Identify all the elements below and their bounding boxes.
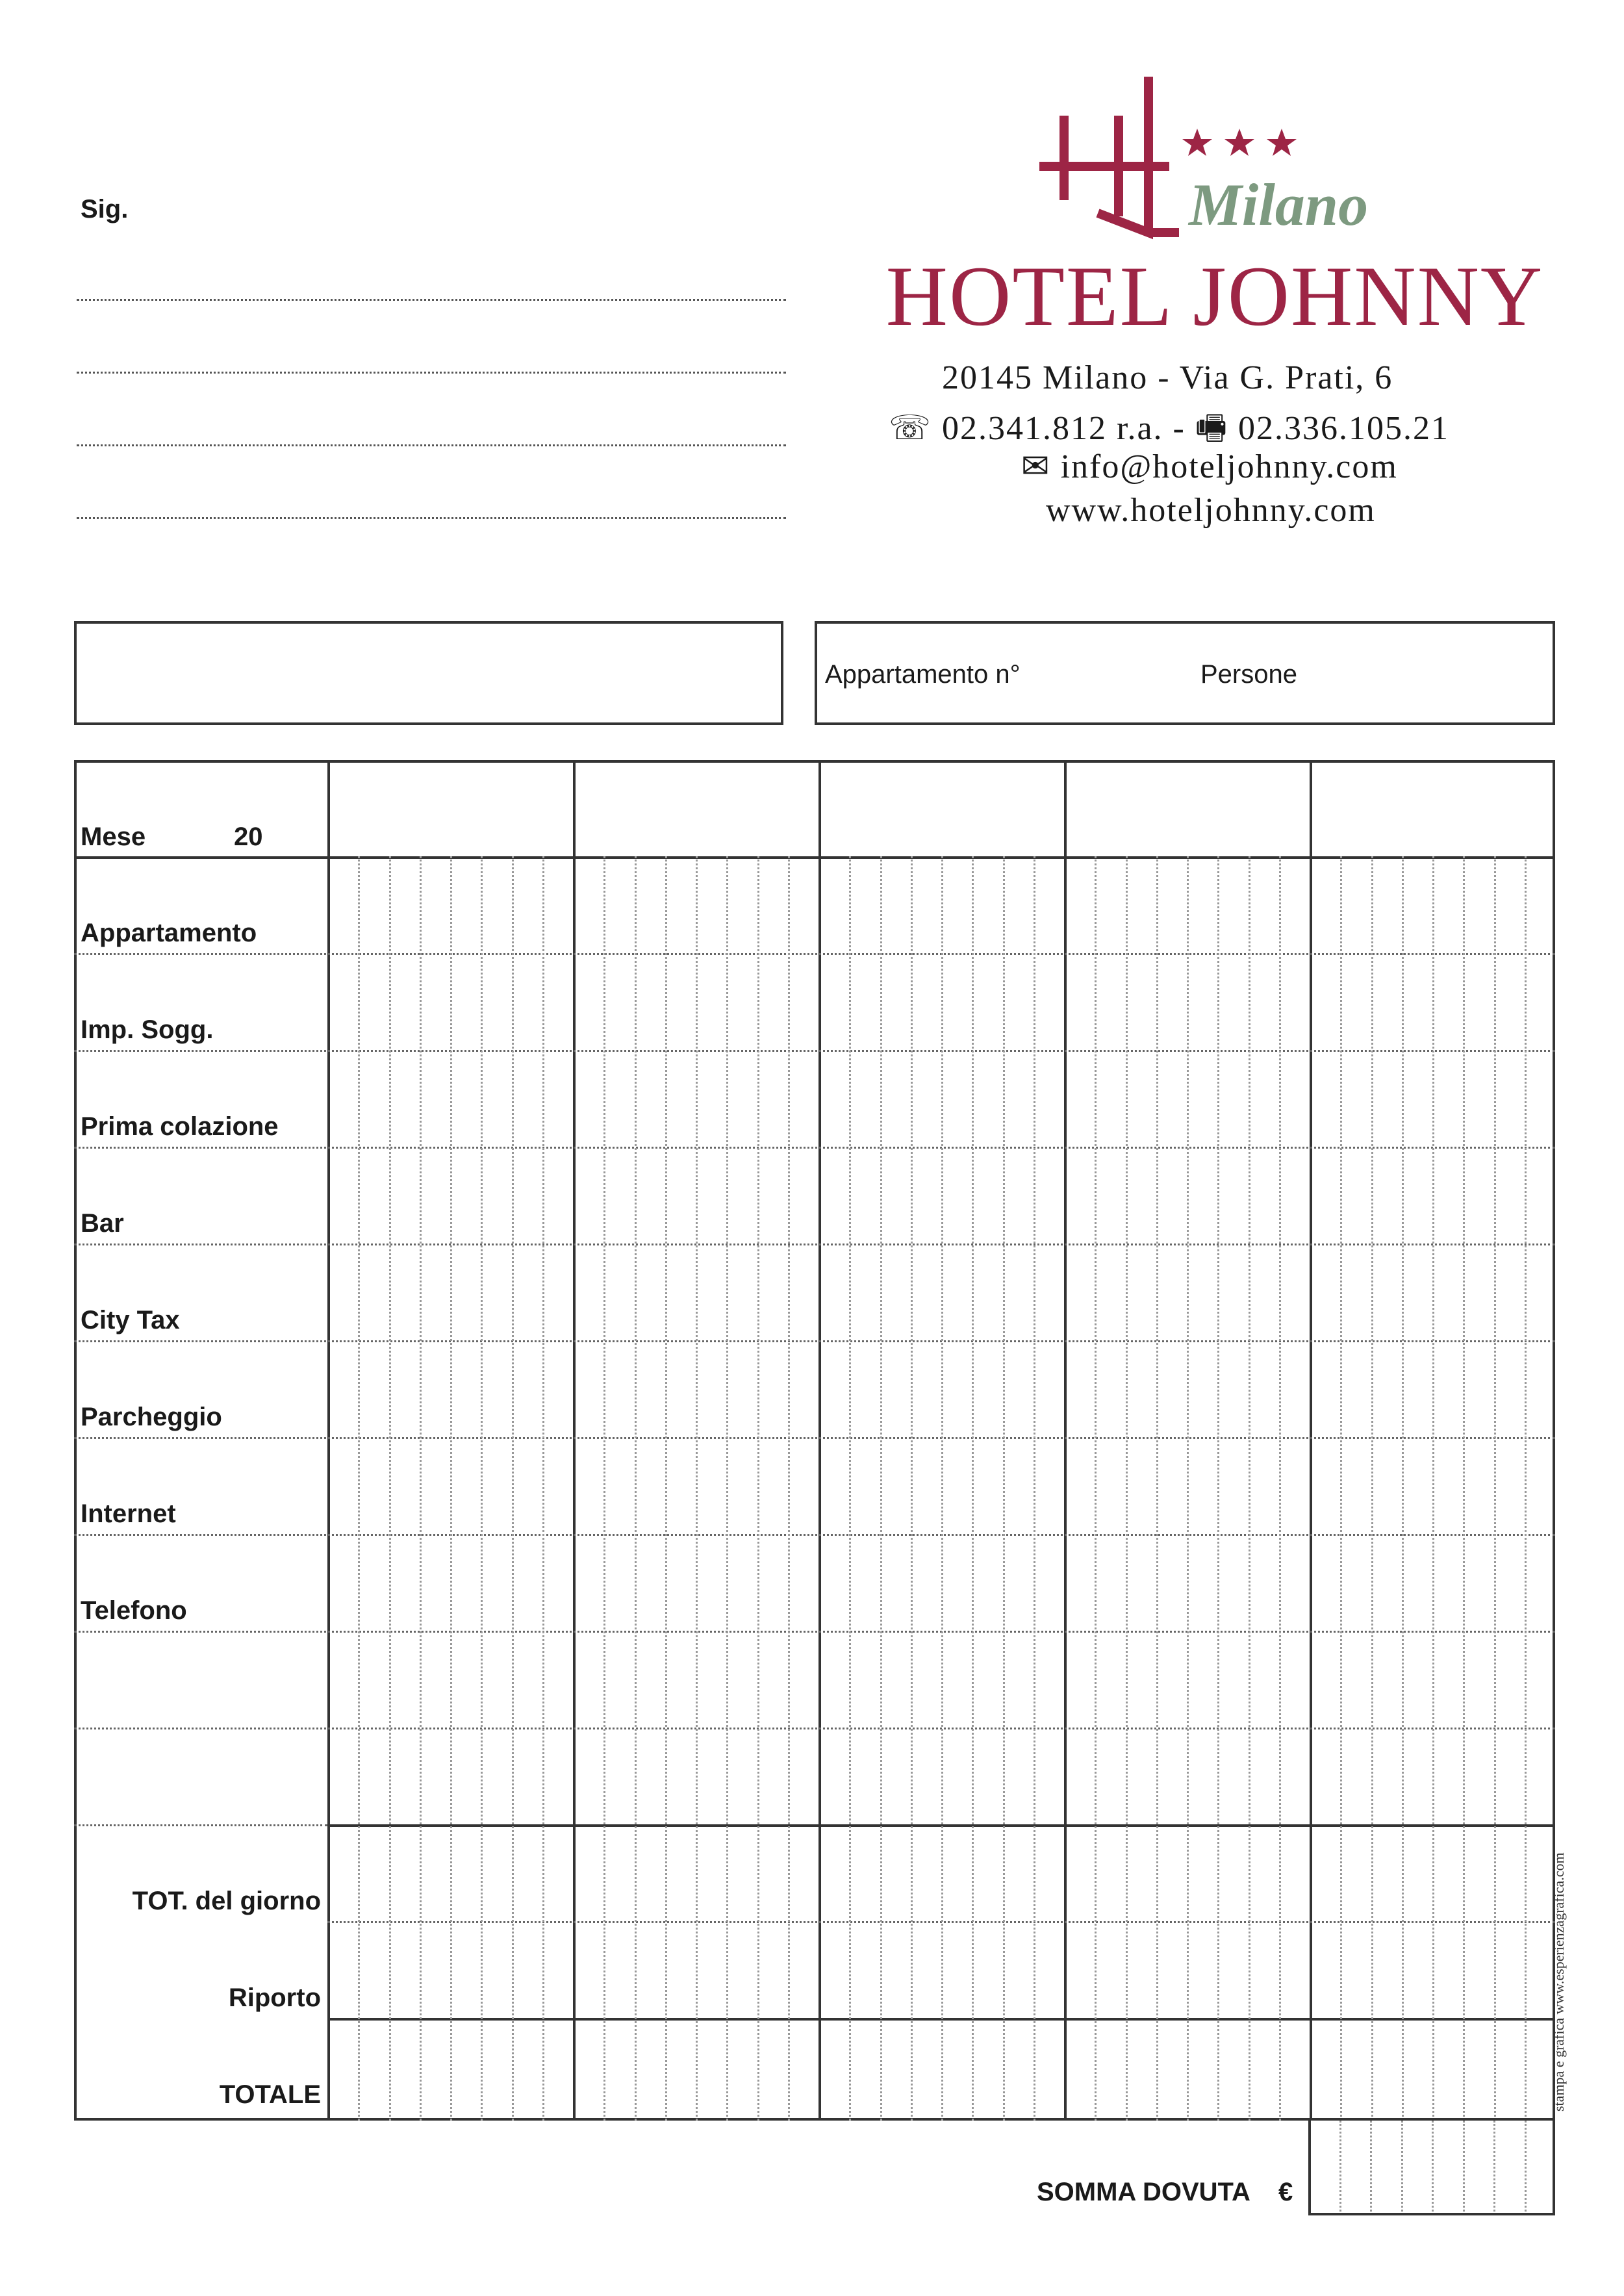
guest-line-2[interactable] bbox=[77, 372, 786, 374]
row-separator bbox=[74, 1437, 1555, 1439]
digit-column-guide bbox=[512, 856, 514, 2121]
row-separator bbox=[74, 1631, 1555, 1633]
sig-label: Sig. bbox=[81, 195, 129, 223]
digit-column-guide bbox=[665, 856, 667, 2121]
row-label-tot-giorno: TOT. del giorno bbox=[132, 1887, 321, 1915]
day-column-separator bbox=[1310, 760, 1312, 2121]
guest-line-4[interactable] bbox=[77, 517, 786, 519]
row-separator bbox=[74, 1244, 1555, 1245]
digit-column-guide bbox=[481, 856, 483, 2121]
logo-city-text: Milano bbox=[1189, 172, 1369, 238]
digit-column-guide bbox=[1463, 856, 1465, 2121]
digit-column-guide bbox=[1095, 856, 1097, 2121]
digit-column-guide bbox=[1494, 856, 1496, 2121]
row-label-internet: Internet bbox=[81, 1499, 176, 1528]
digit-column-guide bbox=[1003, 856, 1005, 2121]
fax-number: 02.336.105.21 bbox=[1237, 410, 1449, 447]
digit-column-guide bbox=[1402, 856, 1404, 2121]
row-separator bbox=[74, 1824, 327, 1826]
digit-column-guide bbox=[1432, 856, 1434, 2121]
row-label-prima-colazione: Prima colazione bbox=[81, 1112, 279, 1141]
digit-column-guide bbox=[542, 856, 544, 2121]
hotel-logo bbox=[1033, 70, 1403, 259]
digit-column-guide bbox=[603, 856, 605, 2121]
digit-column-guide bbox=[1525, 856, 1527, 2121]
digit-column-guide bbox=[1126, 856, 1128, 2121]
digit-column-guide bbox=[358, 856, 360, 2121]
row-separator bbox=[74, 1534, 1555, 1536]
envelope-icon: ✉ bbox=[1021, 448, 1051, 485]
digit-column-guide bbox=[1156, 856, 1158, 2121]
month-label: Mese bbox=[81, 823, 146, 851]
guest-line-1[interactable] bbox=[77, 299, 786, 301]
phone-icon: ☏ bbox=[889, 410, 933, 447]
guest-line-3[interactable] bbox=[77, 444, 786, 446]
row-label-telefono: Telefono bbox=[81, 1596, 187, 1625]
row-label-city-tax: City Tax bbox=[81, 1306, 180, 1334]
row-separator bbox=[74, 953, 1555, 955]
billing-grid bbox=[74, 760, 1555, 2121]
row-separator bbox=[74, 1147, 1555, 1149]
guest-name-box[interactable] bbox=[74, 621, 783, 725]
hotel-address: 20145 Milano - Via G. Prati, 6 bbox=[942, 359, 1393, 396]
digit-column-guide bbox=[420, 856, 422, 2121]
row-separator bbox=[74, 1340, 1555, 1342]
amount-due-label: SOMMA DOVUTA bbox=[1037, 2178, 1250, 2206]
digit-column-guide bbox=[1340, 856, 1342, 2121]
digit-column-guide bbox=[696, 856, 698, 2121]
currency-symbol: € bbox=[1278, 2178, 1293, 2206]
row-label-appartamento: Appartamento bbox=[81, 919, 257, 947]
digit-column-guide bbox=[788, 856, 790, 2121]
row-separator bbox=[74, 1728, 1555, 1729]
day-column-separator bbox=[1064, 760, 1067, 2121]
digit-column-guide bbox=[849, 856, 851, 2121]
digit-column-guide bbox=[941, 856, 943, 2121]
digit-column-guide bbox=[1187, 856, 1189, 2121]
row-label-riporto: Riporto bbox=[228, 1983, 321, 2012]
day-column-separator bbox=[327, 760, 330, 2121]
digit-column-guide bbox=[972, 856, 974, 2121]
hotel-name: HOTEL JOHNNY bbox=[885, 248, 1544, 344]
email-row bbox=[1021, 447, 1398, 486]
digit-column-guide bbox=[1034, 856, 1035, 2121]
digit-column-guide bbox=[635, 856, 637, 2121]
apartment-number-label: Appartamento n° bbox=[825, 660, 1021, 689]
star-icons bbox=[1182, 129, 1297, 156]
day-column-separator bbox=[818, 760, 821, 2121]
fax-icon: 🖷 bbox=[1195, 410, 1228, 447]
digit-column-guide bbox=[389, 856, 391, 2121]
digit-column-guide bbox=[1217, 856, 1219, 2121]
header-separator bbox=[74, 856, 1555, 859]
digit-column-guide bbox=[1371, 856, 1373, 2121]
digit-column-guide bbox=[757, 856, 759, 2121]
printer-credit: stampa e grafica www.esperienzagrafica.com bbox=[1551, 1852, 1567, 2111]
row-label-totale: TOTALE bbox=[219, 2080, 321, 2109]
digit-column-guide bbox=[911, 856, 913, 2121]
apartment-box bbox=[815, 621, 1555, 725]
row-label-imp-sogg: Imp. Sogg. bbox=[81, 1015, 214, 1044]
persons-label: Persone bbox=[1200, 660, 1297, 689]
hotel-website[interactable]: www.hoteljohnny.com bbox=[1046, 492, 1376, 529]
year-prefix: 20 bbox=[234, 823, 263, 851]
amount-due-box[interactable] bbox=[1308, 2118, 1555, 2215]
row-label-bar: Bar bbox=[81, 1209, 124, 1238]
day-column-separator bbox=[573, 760, 576, 2121]
row-separator bbox=[74, 1050, 1555, 1052]
hotel-email[interactable]: info@hoteljohnny.com bbox=[1060, 448, 1398, 485]
digit-column-guide bbox=[450, 856, 452, 2121]
row-label-parcheggio: Parcheggio bbox=[81, 1403, 222, 1431]
digit-column-guide bbox=[726, 856, 728, 2121]
phone-number: 02.341.812 r.a. - bbox=[942, 410, 1186, 447]
digit-column-guide bbox=[1249, 856, 1250, 2121]
digit-column-guide bbox=[880, 856, 882, 2121]
digit-column-guide bbox=[1279, 856, 1281, 2121]
